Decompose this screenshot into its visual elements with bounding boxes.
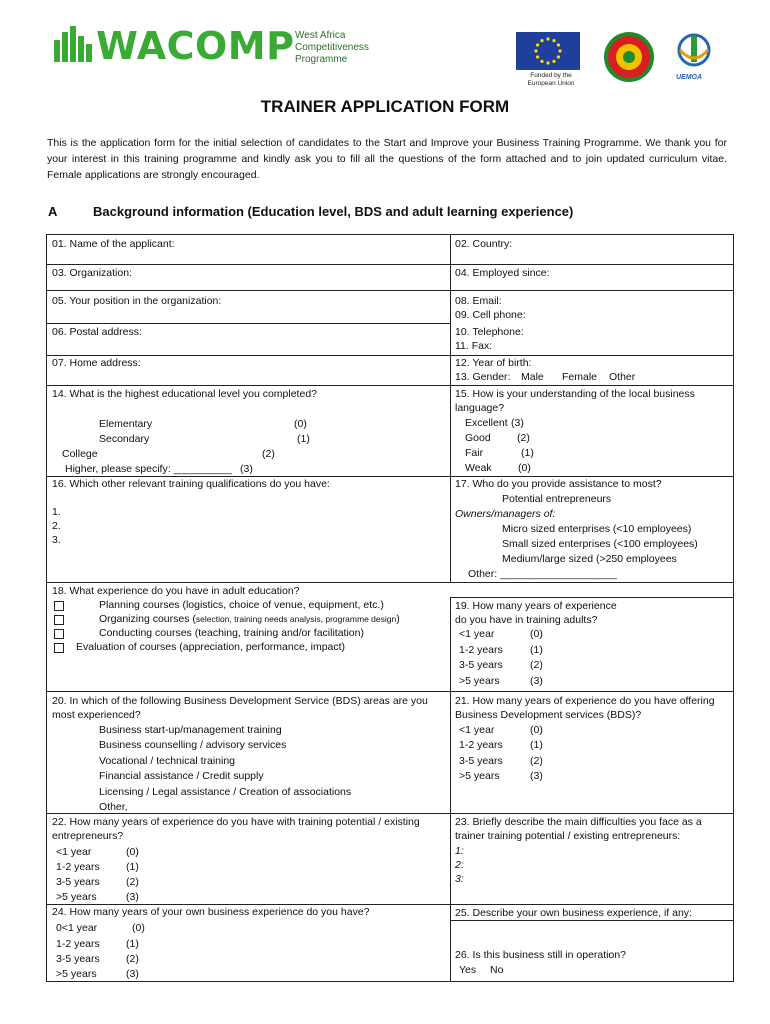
q22-score: (0) bbox=[126, 846, 139, 858]
q22-entrepreneur-years-label-cont: entrepreneurs? bbox=[52, 830, 124, 842]
page-title: TRAINER APPLICATION FORM bbox=[260, 97, 510, 116]
q07-home-address-label: 07. Home address: bbox=[52, 357, 141, 369]
edu-score: (2) bbox=[262, 448, 275, 460]
q06-postal-address-label: 06. Postal address: bbox=[52, 326, 142, 338]
lang-option-weak[interactable]: Weak bbox=[465, 462, 492, 474]
q24-score: (2) bbox=[126, 953, 139, 965]
lang-option-fair[interactable]: Fair bbox=[465, 447, 484, 459]
q10-telephone-label: 10. Telephone: bbox=[455, 326, 524, 338]
bds-option-other[interactable]: Other, bbox=[99, 801, 128, 813]
checkbox-organizing[interactable] bbox=[54, 615, 64, 625]
q21-score: (2) bbox=[530, 755, 543, 767]
q09-cellphone-label: 09. Cell phone: bbox=[455, 309, 526, 321]
bds-option[interactable]: Licensing / Legal assistance / Creation of associations bbox=[99, 786, 352, 798]
q22-score: (2) bbox=[126, 876, 139, 888]
q20-bds-label: 20. In which of the following Business Development Service (BDS) areas are you bbox=[52, 695, 428, 707]
q03-organization-label: 03. Organization: bbox=[52, 267, 132, 279]
lang-option-excellent[interactable]: Excellent bbox=[465, 417, 508, 429]
q19-training-years-label: 19. How many years of experience bbox=[455, 600, 617, 612]
assist-owners-heading: Owners/managers of: bbox=[455, 508, 556, 520]
q22-entrepreneur-years-label: 22. How many years of experience do you have with training potential / existing bbox=[52, 816, 420, 828]
q22-option[interactable]: 3-5 years bbox=[56, 876, 100, 888]
bds-option[interactable]: Business start-up/management training bbox=[99, 724, 282, 736]
q05-position-label: 05. Your position in the organization: bbox=[52, 295, 222, 307]
q12-year-of-birth-label: 12. Year of birth: bbox=[455, 357, 532, 369]
gender-option-male[interactable]: Male bbox=[521, 371, 544, 383]
q17-assistance-label: 17. Who do you provide assistance to most? bbox=[455, 478, 662, 490]
gender-option-other[interactable]: Other bbox=[609, 371, 636, 383]
q19-option[interactable]: <1 year bbox=[459, 628, 495, 640]
bds-option[interactable]: Financial assistance / Credit supply bbox=[99, 770, 264, 782]
uemoa-emblem-icon bbox=[672, 32, 716, 72]
lang-score: (0) bbox=[518, 462, 531, 474]
bds-option[interactable]: Vocational / technical training bbox=[99, 755, 236, 767]
q20-bds-label-cont: most experienced? bbox=[52, 709, 141, 721]
q23-difficulties-label-cont: trainer training potential / existing entrepreneurs: bbox=[455, 830, 681, 842]
q15-language-label-cont: language? bbox=[455, 402, 505, 414]
qualification-line-2[interactable]: 2. bbox=[52, 520, 61, 532]
adult-ed-option-organizing: Organizing courses (selection, training needs analysis, programme design) bbox=[99, 613, 400, 625]
q24-option[interactable]: 1-2 years bbox=[56, 938, 100, 950]
q14-education-label: 14. What is the highest educational level you completed? bbox=[52, 388, 317, 400]
q22-score: (3) bbox=[126, 891, 139, 903]
difficulty-line-2[interactable]: 2: bbox=[455, 859, 464, 871]
checkbox-conducting[interactable] bbox=[54, 629, 64, 639]
q26-business-operation-label: 26. Is this business still in operation? bbox=[455, 949, 627, 961]
assist-option-other[interactable]: Other: ____________________ bbox=[468, 568, 617, 580]
qualification-line-3[interactable]: 3. bbox=[52, 534, 61, 546]
q19-score: (3) bbox=[530, 675, 543, 687]
q22-score: (1) bbox=[126, 861, 139, 873]
q21-option[interactable]: >5 years bbox=[459, 770, 500, 782]
q11-fax-label: 11. Fax: bbox=[455, 340, 493, 352]
eu-flag-icon bbox=[516, 32, 580, 70]
checkbox-planning[interactable] bbox=[54, 601, 64, 611]
lang-score: (3) bbox=[511, 417, 524, 429]
q21-option[interactable]: <1 year bbox=[459, 724, 495, 736]
intro-paragraph: This is the application form for the initial selection of candidates to the Start and Improve your Business Training Programme. We thank you for your interest in this training programme and kindly ask you to fill all the questions of the form attached and to join updated curriculum vitae. Female applications are strongly encouraged. bbox=[47, 137, 727, 181]
logo-subtitle: West Africa Competitiveness Programme bbox=[295, 30, 369, 65]
q08-email-label: 08. Email: bbox=[455, 295, 502, 307]
gender-option-female[interactable]: Female bbox=[562, 371, 598, 383]
eu-caption: Funded by the European Union bbox=[527, 72, 575, 87]
difficulty-line-1[interactable]: 1: bbox=[455, 845, 464, 857]
adult-ed-option-conducting: Conducting courses (teaching, training and/or facilitation) bbox=[99, 627, 364, 639]
edu-score: (0) bbox=[294, 418, 307, 430]
wacomp-logo-text: WACOMP bbox=[96, 24, 295, 68]
q16-qualifications-label: 16. Which other relevant training qualifications do you have: bbox=[52, 478, 330, 490]
q19-option[interactable]: 1-2 years bbox=[459, 644, 503, 656]
q19-score: (2) bbox=[530, 659, 543, 671]
wacomp-logo-icon bbox=[52, 26, 94, 62]
checkbox-evaluation[interactable] bbox=[54, 643, 64, 653]
section-title: Background information (Education level, BDS and adult learning experience) bbox=[93, 204, 574, 219]
q19-option[interactable]: 3-5 years bbox=[459, 659, 503, 671]
q19-score: (1) bbox=[530, 644, 543, 656]
q24-option[interactable]: 3-5 years bbox=[56, 953, 100, 965]
q22-option[interactable]: <1 year bbox=[56, 846, 92, 858]
q21-bds-years-label: 21. How many years of experience do you have offering bbox=[455, 695, 715, 707]
q25-business-experience-label: 25. Describe your own business experience, if any: bbox=[455, 907, 692, 919]
operation-option-yes[interactable]: Yes bbox=[459, 964, 477, 976]
q13-gender-label: 13. Gender: bbox=[455, 371, 511, 383]
q19-score: (0) bbox=[530, 628, 543, 640]
edu-option-secondary[interactable]: Secondary bbox=[99, 433, 150, 445]
q21-option[interactable]: 1-2 years bbox=[459, 739, 503, 751]
difficulty-line-3[interactable]: 3: bbox=[455, 873, 464, 885]
assist-option-small[interactable]: Small sized enterprises (<100 employees) bbox=[502, 538, 698, 550]
lang-option-good[interactable]: Good bbox=[465, 432, 491, 444]
qualification-line-1[interactable]: 1. bbox=[52, 506, 61, 518]
edu-score: (1) bbox=[297, 433, 310, 445]
q01-name-label: 01. Name of the applicant: bbox=[52, 238, 175, 250]
uemoa-label: UEMOA bbox=[676, 74, 703, 81]
q15-language-label: 15. How is your understanding of the local business bbox=[455, 388, 695, 400]
adult-ed-option-planning: Planning courses (logistics, choice of venue, equipment, etc.) bbox=[99, 599, 384, 611]
q24-score: (0) bbox=[132, 922, 145, 934]
q24-option[interactable]: >5 years bbox=[56, 968, 97, 980]
q22-option[interactable]: >5 years bbox=[56, 891, 97, 903]
q21-option[interactable]: 3-5 years bbox=[459, 755, 503, 767]
bds-option[interactable]: Business counselling / advisory services bbox=[99, 739, 287, 751]
adult-ed-option-evaluation: Evaluation of courses (appreciation, performance, impact) bbox=[76, 641, 346, 653]
section-letter: A bbox=[48, 204, 58, 219]
q21-bds-years-label-cont: Business Development services (BDS)? bbox=[455, 709, 642, 721]
operation-option-no[interactable]: No bbox=[490, 964, 504, 976]
q21-score: (0) bbox=[530, 724, 543, 736]
q02-country-label: 02. Country: bbox=[455, 238, 513, 250]
q24-score: (1) bbox=[126, 938, 139, 950]
q22-option[interactable]: 1-2 years bbox=[56, 861, 100, 873]
q21-score: (1) bbox=[530, 739, 543, 751]
q04-employed-since-label: 04. Employed since: bbox=[455, 267, 550, 279]
edu-score: (3) bbox=[240, 463, 253, 475]
q18-adult-education-label: 18. What experience do you have in adult education? bbox=[52, 585, 300, 597]
q21-score: (3) bbox=[530, 770, 543, 782]
q23-difficulties-label: 23. Briefly describe the main difficulties you face as a bbox=[455, 816, 702, 828]
assist-option-micro[interactable]: Micro sized enterprises (<10 employees) bbox=[502, 523, 692, 535]
q19-training-years-label-cont: do you have in training adults? bbox=[455, 614, 598, 626]
q19-option[interactable]: >5 years bbox=[459, 675, 500, 687]
edu-option-higher[interactable]: Higher, please specify: __________ bbox=[65, 463, 232, 475]
lang-score: (1) bbox=[521, 447, 534, 459]
assist-option-potential[interactable]: Potential entrepreneurs bbox=[502, 493, 612, 505]
q24-score: (3) bbox=[126, 968, 139, 980]
assist-option-medium[interactable]: Medium/large sized (>250 employees bbox=[502, 553, 677, 565]
edu-option-college[interactable]: College bbox=[62, 448, 98, 460]
q24-business-years-label: 24. How many years of your own business experience do you have? bbox=[52, 906, 370, 918]
q24-option[interactable]: 0<1 year bbox=[56, 922, 98, 934]
ecowas-emblem-icon bbox=[601, 31, 657, 83]
lang-score: (2) bbox=[517, 432, 530, 444]
edu-option-elementary[interactable]: Elementary bbox=[99, 418, 153, 430]
